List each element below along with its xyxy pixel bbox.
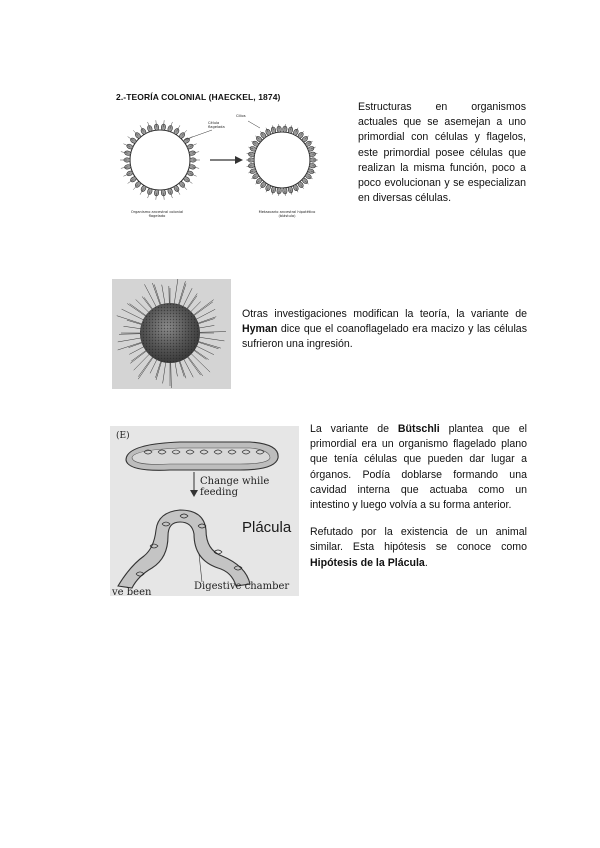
- section3-p1-before: La variante de: [310, 423, 398, 435]
- hyman-figure: [112, 279, 231, 389]
- colony-cell: [124, 164, 131, 170]
- solid-colony-texture: [140, 303, 200, 363]
- butschli-name: Bütschli: [397, 423, 440, 435]
- change-arrow-head: [190, 490, 198, 497]
- colony-cell: [287, 186, 293, 193]
- section3-p2-after: .: [424, 556, 428, 569]
- left-sphere-caption: Organismo ancestral colonial flagelado: [130, 210, 184, 218]
- colony-cell: [287, 127, 293, 134]
- right-cilia-label: Cilios: [236, 114, 246, 118]
- section2-text-before: Otras investigaciones modifican la teoría, la variante de: [242, 308, 527, 320]
- solid-colony-illustration: [112, 279, 231, 389]
- placula-diagram: [110, 426, 299, 596]
- section3-p2-before: Refutado por la existencia de un animal similar. Esta hipótesis se conoce como: [310, 526, 527, 554]
- colonial-ancestor-sphere: [120, 120, 200, 200]
- section3-p1-after: plantea que el primordial era un organismo flagelado plano que tenía células que pueden dar lugar a órganos. Podía doblarse formando una cavidad interna que actuaba como un intestino y luego volvía a su forma anterior.: [310, 423, 527, 512]
- haeckel-figure: [110, 88, 335, 228]
- panel-label: (E): [116, 431, 130, 441]
- colony-cell: [271, 186, 277, 193]
- haeckel-figure-title: 2.-TEORÍA COLONIAL (HAECKEL, 1874): [116, 92, 281, 102]
- left-cell-label: Célula flagelada: [208, 121, 225, 129]
- colony-cell: [189, 164, 196, 170]
- hyman-name: Hyman: [242, 323, 278, 336]
- cut-text: ve been: [112, 587, 152, 596]
- section2-paragraph: [242, 307, 527, 353]
- placula-figure: [110, 426, 299, 596]
- evolution-arrow-head: [235, 156, 243, 164]
- section3-paragraph-2: [310, 525, 527, 571]
- change-while-feeding-label: Change while feeding: [200, 476, 270, 498]
- digestive-chamber-label: Digestive chamber: [194, 581, 290, 592]
- right-pointer-line: [248, 121, 260, 128]
- section2-text-after: dice que el coanoflagelado era macizo y las células sufrieron una ingresión.: [242, 323, 527, 351]
- blastula-ancestor-sphere: [246, 124, 318, 196]
- placula-hypothesis-name: Hipótesis de la Plácula: [310, 556, 425, 569]
- haeckel-diagram: [110, 88, 335, 228]
- colony-cell: [124, 150, 131, 156]
- flat-placula-plate: [126, 442, 278, 470]
- section3-paragraph-1: [310, 422, 527, 513]
- left-pointer-line: [184, 130, 212, 140]
- section3-text: [310, 422, 527, 571]
- colony-cell: [271, 127, 277, 134]
- folded-placula: [118, 510, 250, 588]
- section1-paragraph: Estructuras en organismos actuales que se asemejan a uno primordial con células y flagelos, este primordial posee células que realizan la misma función, poco a poco evolucionan y se especializan en diversas células.: [358, 101, 526, 205]
- placula-title: Plácula: [242, 519, 292, 536]
- right-sphere-caption: Metazoario ancestral hipotético (blástula): [258, 210, 316, 218]
